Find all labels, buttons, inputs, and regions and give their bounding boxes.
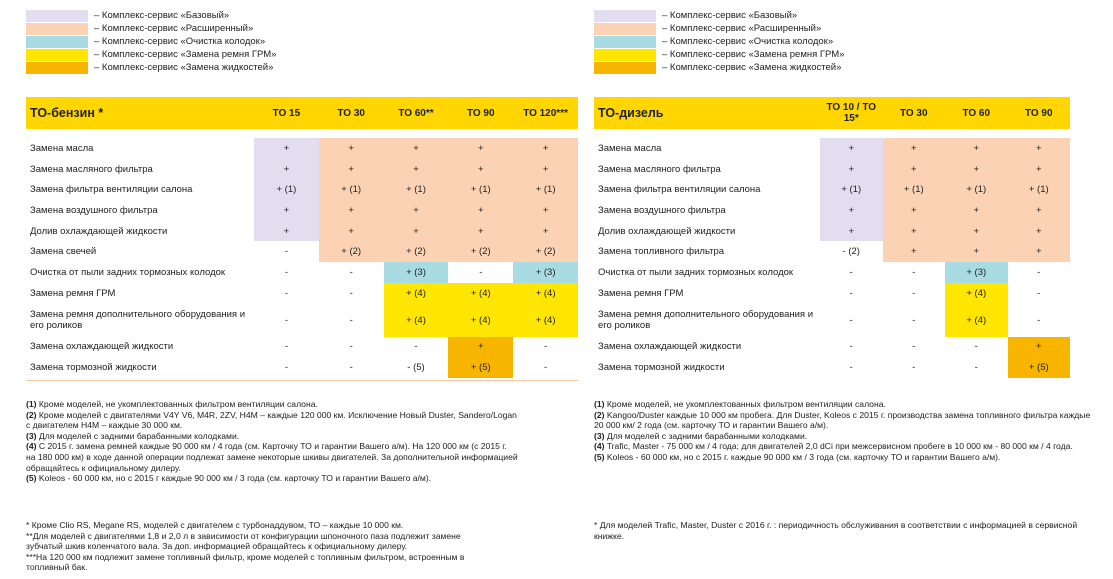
note-number: (4)	[26, 441, 37, 452]
legend-swatch	[26, 10, 88, 22]
table-cell: + (1)	[384, 179, 449, 200]
footnote: **Для моделей с двигателями 1,8 и 2,0 л в зависимости от конфигурации шпоночного паза подлежит замене зубчатый шкив коленчатого вала. За доп. информацией обращайтесь к официальному дилеру.	[26, 530, 461, 552]
table-cell: +	[820, 138, 883, 159]
legend-swatch	[594, 10, 656, 22]
table-cell: +	[1008, 221, 1071, 242]
row-label: Замена масла	[598, 142, 662, 154]
legend-item	[26, 61, 276, 74]
table-cell: -	[912, 362, 916, 374]
petrol-notes	[26, 399, 518, 484]
table-cell: +	[254, 159, 319, 180]
table-cell: -	[284, 287, 288, 299]
table-cell: + (4)	[448, 304, 513, 337]
table-cell: +	[448, 337, 513, 358]
column-header: ТО 120***	[513, 97, 578, 129]
table-cell: +	[448, 159, 513, 180]
table-row	[594, 221, 1070, 242]
table-row	[26, 283, 578, 304]
table-cell: -	[974, 362, 978, 374]
diesel-footnotes	[594, 520, 1094, 541]
table-cell: +	[1008, 337, 1071, 358]
row-label: Замена фильтра вентиляции салона	[30, 184, 193, 196]
table-cell: -	[1037, 287, 1041, 299]
table-row	[26, 357, 578, 378]
legend-swatch	[26, 36, 88, 48]
table-cell: +	[319, 138, 384, 159]
row-label: Замена охлаждающей жидкости	[598, 341, 742, 353]
table-row	[594, 138, 1070, 159]
note-number: (1)	[26, 399, 37, 409]
table-cell: +	[883, 200, 946, 221]
table-cell: -	[849, 314, 853, 326]
table-cell: +	[883, 138, 946, 159]
legend-item	[594, 22, 844, 35]
table-cell: +	[448, 138, 513, 159]
table-cell: + (1)	[254, 179, 319, 200]
note-number: (1)	[594, 399, 605, 409]
table-cell: -	[912, 266, 916, 278]
note	[26, 441, 518, 473]
table-cell: +	[513, 200, 578, 221]
table-row	[594, 179, 1070, 200]
legend-item	[26, 48, 276, 61]
table-cell: +	[820, 159, 883, 180]
table-cell: -	[284, 362, 288, 374]
legend-item	[594, 35, 844, 48]
legend-swatch	[594, 23, 656, 35]
note-text: С 2015 г. замена ремней каждые 90 000 км / 4 года (см. Карточку ТО и гарантии Вашего а/м). На 120 000 км (с 2015 г. на 180 000 км) в ходе данной операции подлежат замене некоторые шкивы двигателей. За дополнительной информацией обращайтесь к официальному дилеру.	[26, 441, 518, 473]
table-cell: + (5)	[448, 357, 513, 378]
table-row	[26, 221, 578, 242]
table-cell: +	[883, 221, 946, 242]
table-cell: -	[912, 314, 916, 326]
table-row	[26, 159, 578, 180]
table-cell: + (2)	[513, 241, 578, 262]
table-row	[594, 304, 1070, 337]
diesel-notes	[594, 399, 1094, 463]
table-cell: + (4)	[448, 283, 513, 304]
row-label: Очистка от пыли задних тормозных колодок	[598, 266, 794, 278]
table-row	[594, 262, 1070, 283]
table-cell: -	[414, 341, 418, 353]
footnote: * Для моделей Trafic, Master, Duster с 2016 г. : периодичность обслуживания в соответствии с информацией в сервисной книжке.	[594, 520, 1078, 541]
table-cell: +	[1008, 200, 1071, 221]
table-row	[594, 357, 1070, 378]
table-cell: -	[284, 314, 288, 326]
note-number: (4)	[594, 441, 605, 452]
note	[26, 410, 518, 431]
column-header: ТО 90	[448, 97, 513, 129]
note	[26, 431, 518, 442]
note-number: (2)	[594, 409, 605, 420]
legend-label: – Комплекс-сервис «Замена жидкостей»	[94, 62, 274, 73]
note	[26, 473, 518, 484]
table-cell: -	[849, 287, 853, 299]
note-text: Кроме моделей с двигателями V4Y V6, M4R, 2ZV, H4M – каждые 120 000 км. Исключение Новый Duster, Sandero/Logan с двигателем H4M – каждые 30 000 км.	[26, 409, 517, 431]
table-cell: - (5)	[407, 362, 425, 374]
table-cell: -	[284, 341, 288, 353]
table-row	[594, 241, 1070, 262]
row-label: Замена фильтра вентиляции салона	[598, 184, 761, 196]
table-cell: -	[974, 341, 978, 353]
legend-label: – Комплекс-сервис «Базовый»	[94, 10, 230, 21]
note	[594, 410, 1094, 431]
note-text: Для моделей с задними барабанными колодками.	[38, 430, 240, 441]
table-cell: + (5)	[1008, 357, 1071, 378]
table-cell: +	[448, 200, 513, 221]
table-cell: +	[945, 200, 1008, 221]
column-header: ТО 10 / ТО 15*	[820, 97, 883, 129]
row-label: Замена тормозной жидкости	[598, 362, 725, 374]
note-number: (5)	[594, 451, 605, 462]
table-cell: +	[319, 159, 384, 180]
table-title: ТО-дизель	[594, 97, 820, 129]
row-label: Замена воздушного фильтра	[598, 204, 726, 216]
table-cell: +	[945, 241, 1008, 262]
table-cell: +	[319, 200, 384, 221]
row-label: Замена ремня дополнительного оборудования и его роликов	[598, 309, 814, 331]
row-label: Замена масляного фильтра	[30, 163, 153, 175]
petrol-footnotes	[26, 520, 496, 573]
column-header: ТО 30	[883, 97, 946, 129]
legend-label: – Комплекс-сервис «Базовый»	[662, 10, 798, 21]
column-header: ТО 60**	[384, 97, 449, 129]
note-text: Кроме моделей, не укомплектованных фильтром вентиляции салона.	[606, 399, 886, 409]
legend-label: – Комплекс-сервис «Очистка колодок»	[662, 36, 834, 47]
table-cell: + (2)	[448, 241, 513, 262]
table-cell: -	[849, 362, 853, 374]
table-row	[26, 337, 578, 358]
note-number: (2)	[26, 409, 37, 420]
table-cell: + (4)	[945, 304, 1008, 337]
table-cell: -	[544, 341, 548, 353]
note-text: Trafic, Master - 75 000 км / 4 года; для двигателей 2,0 dCi при межсервисном пробеге в 10 000 км - 80 000 км / 4 года.	[606, 441, 1073, 452]
table-row	[594, 337, 1070, 358]
table-cell: - (2)	[842, 246, 860, 258]
table-cell: +	[945, 221, 1008, 242]
table-row	[26, 200, 578, 221]
note-text: Для моделей с задними барабанными колодками.	[606, 430, 808, 441]
table-row	[26, 304, 578, 337]
diesel-maintenance-table	[594, 97, 1070, 378]
row-label: Замена свечей	[30, 246, 97, 258]
row-label: Долив охлаждающей жидкости	[30, 225, 168, 237]
legend-label: – Комплекс-сервис «Замена ремня ГРМ»	[662, 49, 845, 60]
row-label: Замена ремня дополнительного оборудования и его роликов	[30, 309, 246, 331]
legend-label: – Комплекс-сервис «Замена жидкостей»	[662, 62, 842, 73]
footnote: * Кроме Clio RS, Megane RS, моделей с двигателем с турбонаддувом, ТО – каждые 10 000 км.	[26, 520, 404, 530]
legend-item	[594, 61, 844, 74]
note-number: (3)	[594, 430, 605, 441]
table-cell: + (1)	[448, 179, 513, 200]
column-header: ТО 60	[945, 97, 1008, 129]
legend	[594, 9, 844, 74]
table-row	[594, 200, 1070, 221]
note-number: (3)	[26, 430, 37, 441]
table-cell: -	[912, 287, 916, 299]
table-cell: +	[883, 159, 946, 180]
legend-swatch	[26, 49, 88, 61]
legend-label: – Комплекс-сервис «Очистка колодок»	[94, 36, 266, 47]
row-label: Замена охлаждающей жидкости	[30, 341, 174, 353]
table-row	[26, 241, 578, 262]
table-row	[594, 283, 1070, 304]
table-cell: +	[883, 241, 946, 262]
table-cell: + (1)	[1008, 179, 1071, 200]
legend-label: – Комплекс-сервис «Расширенный»	[94, 23, 254, 34]
row-label: Замена воздушного фильтра	[30, 204, 158, 216]
table-cell: +	[820, 200, 883, 221]
note-text: Кроме моделей, не укомплектованных фильтром вентиляции салона.	[38, 399, 318, 409]
table-cell: -	[912, 341, 916, 353]
table-cell: + (4)	[384, 304, 449, 337]
table-cell: +	[319, 221, 384, 242]
row-label: Замена ремня ГРМ	[598, 287, 684, 299]
table-row	[594, 159, 1070, 180]
column-header: ТО 90	[1008, 97, 1071, 129]
table-cell: +	[1008, 159, 1071, 180]
table-cell: -	[1037, 314, 1041, 326]
table-cell: +	[513, 159, 578, 180]
note	[26, 399, 518, 410]
row-label: Замена масла	[30, 142, 94, 154]
table-cell: -	[849, 341, 853, 353]
table-row	[26, 179, 578, 200]
table-cell: + (1)	[820, 179, 883, 200]
legend-label: – Комплекс-сервис «Расширенный»	[662, 23, 822, 34]
note	[594, 399, 1094, 410]
note	[594, 441, 1094, 452]
petrol-maintenance-table	[26, 97, 578, 378]
legend	[26, 9, 276, 74]
legend-item	[594, 9, 844, 22]
table-cell: -	[849, 266, 853, 278]
table-title: ТО-бензин *	[26, 97, 254, 129]
row-label: Замена топливного фильтра	[598, 246, 725, 258]
table-cell: + (1)	[945, 179, 1008, 200]
legend-item	[26, 22, 276, 35]
note	[594, 431, 1094, 442]
row-label: Замена ремня ГРМ	[30, 287, 116, 299]
column-header: ТО 15	[254, 97, 319, 129]
table-cell: + (2)	[384, 241, 449, 262]
note-number: (5)	[26, 473, 37, 484]
table-cell: + (3)	[945, 262, 1008, 283]
table-cell: +	[448, 221, 513, 242]
table-cell: -	[349, 266, 353, 278]
legend-item	[26, 9, 276, 22]
table-cell: +	[513, 138, 578, 159]
table-cell: -	[349, 341, 353, 353]
table-cell: -	[544, 362, 548, 374]
legend-swatch	[26, 23, 88, 35]
legend-label: – Комплекс-сервис «Замена ремня ГРМ»	[94, 49, 277, 60]
table-cell: -	[284, 266, 288, 278]
table-cell: -	[349, 314, 353, 326]
row-label: Очистка от пыли задних тормозных колодок	[30, 266, 226, 278]
table-cell: +	[384, 200, 449, 221]
legend-item	[26, 35, 276, 48]
table-cell: -	[1037, 266, 1041, 278]
table-cell: + (4)	[384, 283, 449, 304]
table-cell: +	[1008, 138, 1071, 159]
table-bottom-line	[26, 380, 578, 381]
table-cell: +	[513, 221, 578, 242]
table-cell: + (1)	[319, 179, 384, 200]
legend-swatch	[594, 36, 656, 48]
table-cell: + (2)	[319, 241, 384, 262]
note-text: Koleos - 60 000 км, но с 2015 г каждые 90 000 км / 3 года (см. карточку ТО и гарантии Вашего а/м).	[38, 473, 432, 484]
table-cell: + (4)	[513, 283, 578, 304]
row-label: Замена тормозной жидкости	[30, 362, 157, 374]
table-cell: -	[284, 246, 288, 258]
table-cell: + (4)	[945, 283, 1008, 304]
row-label: Замена масляного фильтра	[598, 163, 721, 175]
table-cell: + (3)	[384, 262, 449, 283]
table-cell: -	[349, 287, 353, 299]
row-label: Долив охлаждающей жидкости	[598, 225, 736, 237]
table-cell: + (1)	[513, 179, 578, 200]
table-cell: +	[384, 221, 449, 242]
table-row	[26, 262, 578, 283]
table-cell: +	[254, 200, 319, 221]
table-cell: +	[820, 221, 883, 242]
table-cell: +	[945, 138, 1008, 159]
table-row	[26, 138, 578, 159]
table-cell: +	[1008, 241, 1071, 262]
legend-swatch	[26, 62, 88, 74]
table-cell: +	[254, 221, 319, 242]
note-text: Koleos - 60 000 км, но с 2015 г. каждые 90 000 км / 3 года (см. карточку ТО и гарантии Вашего а/м).	[606, 451, 1001, 462]
note	[594, 452, 1094, 463]
table-cell: +	[384, 159, 449, 180]
table-cell: -	[479, 266, 483, 278]
legend-swatch	[594, 62, 656, 74]
column-header: ТО 30	[319, 97, 384, 129]
table-cell: + (3)	[513, 262, 578, 283]
table-cell: +	[945, 159, 1008, 180]
table-cell: -	[349, 362, 353, 374]
legend-swatch	[594, 49, 656, 61]
table-cell: +	[384, 138, 449, 159]
footnote: ***На 120 000 км подлежит замене топливный фильтр, кроме моделей с топливным фильтром, встроенным в топливный бак.	[26, 551, 465, 573]
note-text: Kangoo/Duster каждые 10 000 км пробега. Для Duster, Koleos с 2015 г. производства замена топливного фильтра каждые 20 000 км/ 2 года (см. карточку ТО и гарантии Вашего а/м).	[594, 409, 1091, 431]
table-cell: + (1)	[883, 179, 946, 200]
table-cell: +	[254, 138, 319, 159]
table-cell: + (4)	[513, 304, 578, 337]
legend-item	[594, 48, 844, 61]
